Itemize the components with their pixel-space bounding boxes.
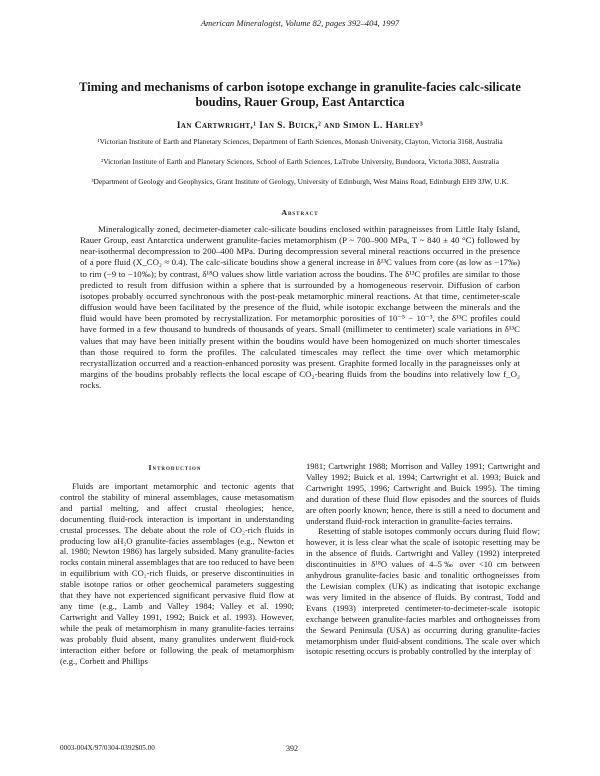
abstract-heading: Abstract — [281, 208, 319, 217]
introduction-right-column — [306, 461, 540, 657]
page-number: 392 — [286, 744, 298, 753]
copyright-code: 0003-004X/97/0304-0392$05.00 — [60, 744, 155, 752]
affiliation-2: ²Victorian Institute of Earth and Planetary Sciences, School of Earth Sciences, LaTrobe University, Bundoora, Victoria 3083, Australia — [101, 157, 499, 166]
introduction-left-column: Fluids are important metamorphic and tectonic agents that control the stability of mineral assemblages, cause metasomatism and partial melting, and affect crustal rheologies; hence, documenting fluid-rock interaction is important in understanding crustal processes. The debate about the role of CO₂-rich fluids in producing low aH₂O granulite-facies assemblages (e.g., Newton et al. 1980; Newton 1986) has largely subsided. Many granulite-facies rocks contain mineral assemblages that are too reduced to have been in equilibrium with CO₂-rich fluids, or preserve discontinuities in stable isotope ratios or other geochemical parameters suggesting that they have not experienced significant pervasive fluid flow at any time (e.g., Lamb and Valley 1984; Valley et al. 1990; Cartwright and Valley 1991, 1992; Buick et al. 1993). However, while the peak of metamorphism in many granulite-facies terrains was probably fluid absent, many granulites underwent fluid-rock interaction either before or following the peak of metamorphism (e.g., Corbett and Phillips — [60, 481, 294, 666]
abstract-text: Mineralogically zoned, decimeter-diameter calc-silicate boudins enclosed within paragneisses from Little Italy Island, Rauer Group, east Antarctica underwent granulite-facies metamorphism (P ~ 700–900 MPa, T ~ 840 ± 40 °C) followed by near-isothermal decompression to 200–400 MPa. During decompression several mineral reactions occurred in the presence of a pore fluid (X_CO₂ ≈ 0.4). The calc-silicate boudins show a general increase in δ¹³C values from core (as low as −17‰) to rim (−9 to −10‰); by contrast, δ¹⁸O values show little variation across the boudins. The δ¹³C profiles are similar to those predicted to result from diffusion within a sphere that is surrounded by a homogeneous reservoir. Diffusion of carbon isotopes probably occurred synchronous with the post-peak metamorphic mineral reactions. At that time, centimeter-scale diffusion would have been facilitated by the presence of the fluid, while isotopic exchange between the minerals and the fluid would have been promoted by recrystallization. For metamorphic porosities of 10⁻⁵ − 10⁻³, the δ¹³C profiles could have formed in a few thousand to hundreds of thousands of years. Small (millimeter to centimeter) scale variations in δ¹³C values that may have been initially present within the boudins would have been homogenized on much shorter timescales than those required to form the profiles. The calculated timescales may reflect the time over which metamorphic recrystallization occurred and a reaction-enhanced porosity was present. Graphite formed locally in the paragneisses only at margins of the boudins probably reflects the local escape of CO₂-bearing fluids from the boudins into relatively low f_O₂ rocks. — [80, 224, 520, 391]
author-list: Ian Cartwright,¹ Ian S. Buick,² and Simon L. Harley³ — [176, 120, 424, 131]
affiliation-1: ¹Victorian Institute of Earth and Planetary Sciences, Department of Earth Sciences, Monash University, Clayton, Victoria 3168, Australia — [97, 137, 503, 146]
intro-paragraph-continued: 1981; Cartwright 1988; Morrison and Valley 1991; Cartwright and Valley 1992; Buick et al. 1994; Cartwright et al. 1993; Buick and Cartwright 1995, 1996; Cartwright and Buick 1995). The timing and duration of these fluid flow episodes and the sources of fluids are often poorly known; hence, there is still a need to document and understand fluid-rock interaction in granulite-facies terrains. — [306, 461, 540, 526]
intro-paragraph-resetting: Resetting of stable isotopes commonly occurs during fluid flow; however, it is less clear what the scale of isotopic resetting may be in the absence of fluids. Cartwright and Valley (1992) interpreted discontinuities in δ¹⁸O values of 4–5‰ over <10 cm between anhydrous granulite-facies basic and tonalitic orthogneisses from the Lewisian complex (UK) as indicating that isotopic exchange was very limited in the absence of fluids. By contrast, Todd and Evans (1993) interpreted centimeter-to-decimeter-scale isotopic exchange between granulite-facies marbles and orthogneisses from the Seward Peninsula (USA) as occurring during granulite-facies metamorphism under fluid-absent conditions. The scale over which isotopic resetting occurs is probably controlled by the interplay of — [306, 526, 540, 657]
journal-header: American Mineralogist, Volume 82, pages 392–404, 1997 — [200, 18, 400, 28]
affiliation-3: ³Department of Geology and Geophysics, Grant Institute of Geology, University of Edinburgh, West Mains Road, Edinburgh EH9 3JW, U.K. — [91, 177, 509, 186]
paper-title: Timing and mechanisms of carbon isotope exchange in granulite-facies calc-silicate boudins, Rauer Group, East Antarctica — [79, 80, 521, 109]
introduction-heading: Introduction — [148, 463, 202, 472]
